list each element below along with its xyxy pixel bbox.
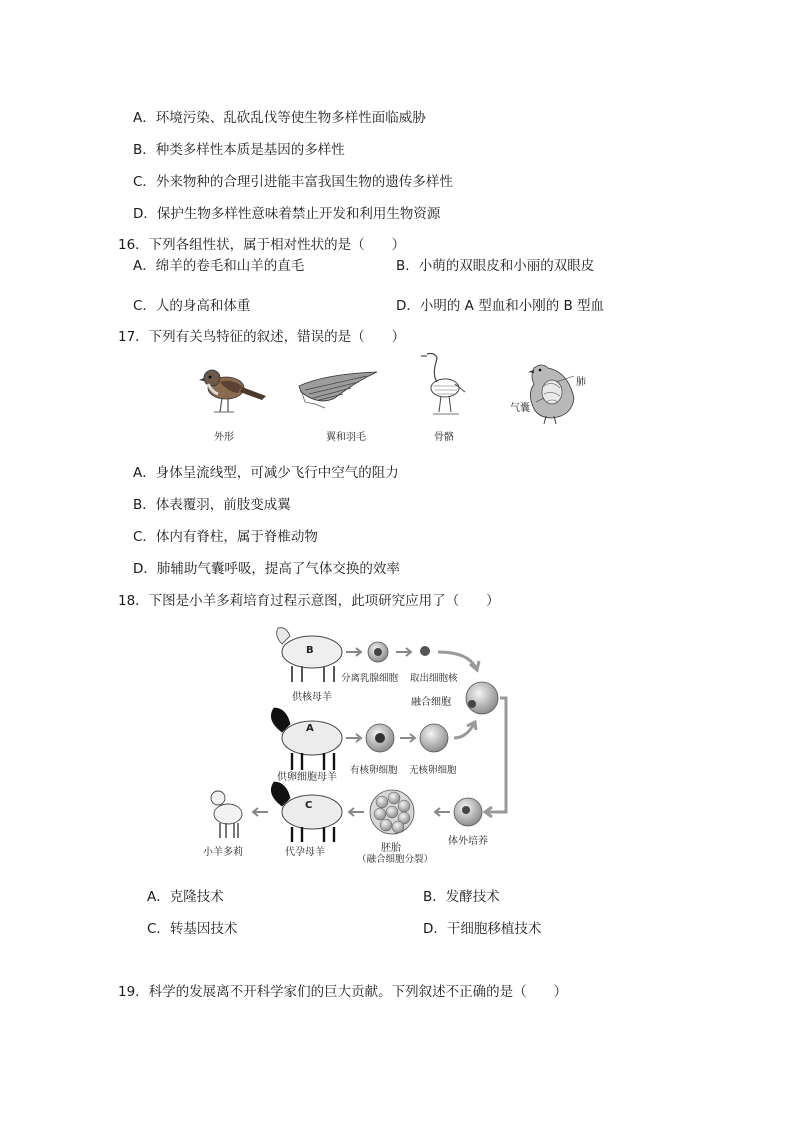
q18-option-c: C．转基因技术	[147, 921, 238, 937]
q18-stem: 18．下图是小羊多莉培育过程示意图，此项研究应用了（ ）	[118, 593, 500, 609]
q15-option-c: C．外来物种的合理引进能丰富我国生物的遗传多样性	[133, 174, 453, 190]
q16-stem: 16．下列各组性状，属于相对性状的是（ ）	[118, 237, 406, 253]
q18-option-a: A．克隆技术	[147, 889, 224, 905]
bird-skeleton-image	[415, 350, 469, 420]
label-sheep-c: C	[305, 800, 313, 811]
q16-option-c: C．人的身高和体重	[133, 298, 251, 314]
label-sheep-a: A	[306, 723, 314, 734]
q17-option-a: A．身体呈流线型，可减少飞行中空气的阻力	[133, 465, 399, 481]
label-fused-cell: 融合细胞	[411, 697, 451, 708]
label-separate-cell: 分离乳腺细胞	[341, 673, 399, 684]
q15-option-d: D．保护生物多样性意味着禁止开发和利用生物资源	[133, 206, 441, 222]
q19-stem: 19．科学的发展离不开科学家们的巨大贡献。下列叙述不正确的是（ ）	[118, 984, 568, 1000]
label-embryo: 胚胎	[381, 843, 401, 854]
label-surrogate: 代孕母羊	[285, 847, 325, 858]
caption-external: 外形	[214, 432, 234, 443]
label-enucleated-egg: 无核卵细胞	[409, 765, 457, 776]
label-take-nucleus: 取出细胞核	[410, 673, 458, 684]
label-donor-nucleus: 供核母羊	[292, 692, 332, 703]
caption-wing: 翼和羽毛	[326, 432, 366, 443]
label-lung: 肺	[576, 377, 586, 388]
q17-option-b: B．体表覆羽，前肢变成翼	[133, 497, 291, 513]
q15-option-b: B．种类多样性本质是基因的多样性	[133, 142, 345, 158]
sheep-c-image	[271, 782, 342, 842]
label-in-vitro: 体外培养	[448, 836, 488, 847]
wing-feather-image	[295, 368, 381, 412]
q17-stem: 17．下列有关鸟特征的叙述，错误的是（ ）	[118, 329, 406, 345]
label-dolly: 小羊多莉	[203, 847, 243, 858]
embryo-image	[370, 790, 414, 834]
caption-skeleton: 骨骼	[434, 432, 454, 443]
sheep-a-image	[271, 708, 342, 770]
q18-option-b: B．发酵技术	[423, 889, 500, 905]
lung-airsac-image	[512, 358, 582, 428]
q16-option-d: D．小明的 A 型血和小刚的 B 型血	[396, 298, 605, 314]
q17-option-d: D．肺辅助气囊呼吸，提高了气体交换的效率	[133, 561, 400, 577]
q17-option-c: C．体内有脊柱，属于脊椎动物	[133, 529, 318, 545]
label-air-sac: 气囊	[510, 403, 530, 414]
dolly-lamb-image	[211, 791, 242, 838]
q18-option-d: D．干细胞移植技术	[423, 921, 542, 937]
label-donor-egg: 供卵细胞母羊	[277, 772, 337, 783]
label-nucleated-egg: 有核卵细胞	[350, 765, 398, 776]
q16-option-b: B．小萌的双眼皮和小丽的双眼皮	[396, 258, 595, 274]
q15-option-a: A．环境污染、乱砍乱伐等使生物多样性面临威胁	[133, 110, 426, 126]
bird-external-image	[190, 360, 270, 420]
label-embryo-note: （融合细胞分裂）	[357, 854, 434, 865]
q16-option-a: A．绵羊的卷毛和山羊的直毛	[133, 258, 305, 274]
label-sheep-b: B	[306, 645, 314, 656]
